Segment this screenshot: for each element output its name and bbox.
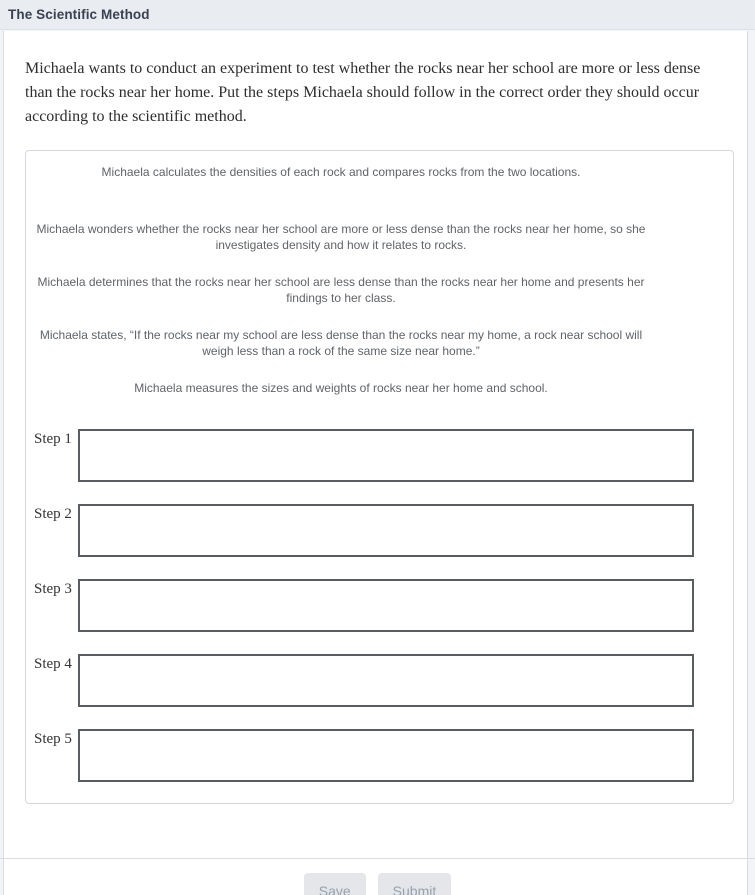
step-dropzone[interactable] — [78, 654, 694, 707]
footer-buttons — [0, 873, 755, 895]
instructions-text: Michaela wants to conduct an experiment to test whether the rocks near her school are more or less dense than the rocks near her home. Put the steps Michaela should follow in the correct order they should occur according to the scientific method. — [25, 60, 701, 125]
statement-bank — [34, 164, 725, 396]
draggable-statement[interactable]: Michaela states, “If the rocks near my school are less dense than the rocks near my home, a rock near school will weigh less than a rock of the same size near home.” — [39, 328, 643, 358]
draggable-statement[interactable]: Michaela calculates the densities of each rock and compares rocks from the two locations. — [101, 165, 581, 179]
step-row — [34, 654, 725, 707]
draggable-statement[interactable]: Michaela wonders whether the rocks near her school are more or less dense than the rocks near her home, so she investigates density and how it relates to rocks. — [36, 222, 646, 252]
draggable-statement[interactable]: Michaela measures the sizes and weights of rocks near her home and school. — [134, 381, 548, 395]
step-dropzone[interactable] — [78, 729, 694, 782]
step-label: Step 3 — [34, 581, 72, 597]
submit-button[interactable]: Submit — [378, 873, 452, 895]
drag-drop-area — [25, 150, 734, 804]
page-title: The Scientific Method — [8, 7, 150, 22]
step-row — [34, 729, 725, 782]
draggable-statement[interactable]: Michaela determines that the rocks near her school are less dense than the rocks near her home and presents her findings to her class. — [37, 275, 645, 305]
step-label: Step 1 — [34, 431, 72, 447]
content-card — [3, 31, 748, 895]
step-row — [34, 504, 725, 557]
step-dropzone[interactable] — [78, 429, 694, 482]
step-label: Step 5 — [34, 731, 72, 747]
header-bar — [0, 0, 755, 30]
step-label: Step 2 — [34, 506, 72, 522]
step-row — [34, 429, 725, 482]
step-row — [34, 579, 725, 632]
footer-divider — [0, 858, 755, 859]
step-label: Step 4 — [34, 656, 72, 672]
step-dropzone[interactable] — [78, 579, 694, 632]
step-list — [34, 429, 725, 782]
step-dropzone[interactable] — [78, 504, 694, 557]
save-button[interactable]: Save — [304, 873, 366, 895]
